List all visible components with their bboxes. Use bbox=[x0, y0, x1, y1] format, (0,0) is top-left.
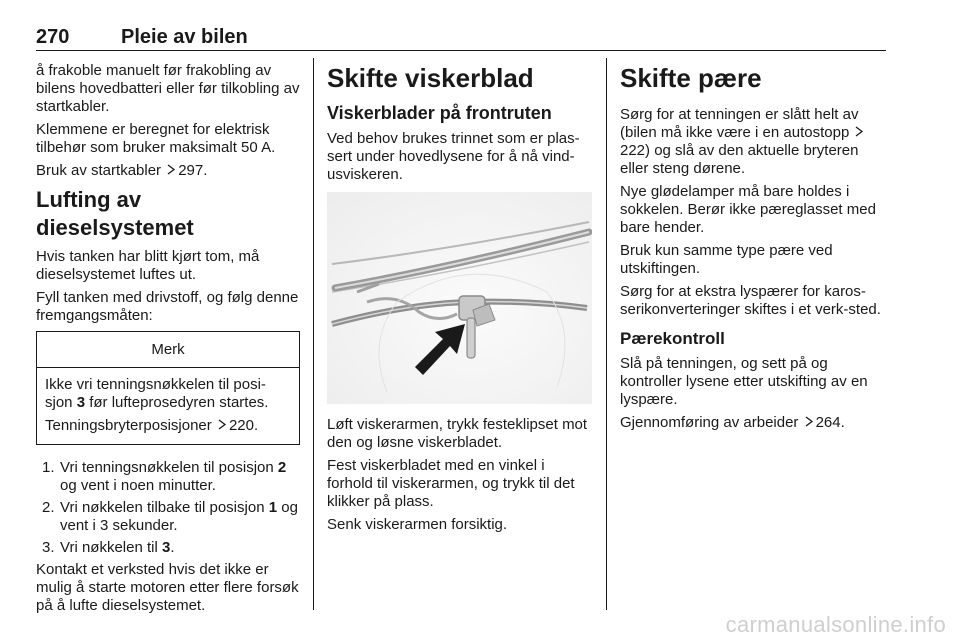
paragraph-text: Sørg for at tenningen er slått helt av (bilen må ikke være i en autostopp bbox=[620, 106, 859, 141]
wiper-blade-illustration bbox=[327, 192, 592, 404]
paragraph: Slå på tenningen, og sett på og kontroller lysene etter utskifting av en lyspære. bbox=[620, 355, 868, 408]
list-item bbox=[36, 459, 300, 495]
step-text: Vri nøkkelen til bbox=[60, 539, 158, 556]
paragraph: Løft viskerarmen, trykk festeklipset mot den og løsne viskerbladet. bbox=[327, 416, 588, 451]
step-text: . bbox=[170, 539, 175, 556]
page-reference-link[interactable]: 220. bbox=[228, 417, 259, 434]
paragraph: Hvis tanken har blitt kjørt tom, må dieselsystemet luftes ut. bbox=[36, 248, 260, 283]
step-number: 2. bbox=[42, 499, 55, 516]
list-item bbox=[36, 499, 300, 535]
paragraph bbox=[620, 106, 886, 178]
step-text: og vent i noen minutter. bbox=[60, 477, 216, 494]
paragraph: Klemmene er beregnet for elektrisk tilbehør som bruker maksimalt 50 A. bbox=[36, 121, 276, 156]
note-box bbox=[36, 331, 300, 445]
sub-heading: Viskerblader på frontruten bbox=[327, 103, 552, 123]
note-body bbox=[37, 368, 299, 444]
column-divider bbox=[313, 58, 314, 610]
page-reference-link[interactable]: 264. bbox=[815, 414, 845, 431]
ignition-position-number: 3 bbox=[76, 394, 86, 411]
note-text-part: Ikke vri tenningsnøkkelen til posi-sjon bbox=[45, 376, 266, 411]
paragraph: Kontakt et verksted hvis det ikke er mulig å starte motoren etter flere forsøk på å lufte dieselsystemet. bbox=[36, 561, 299, 614]
chapter-title: Pleie av bilen bbox=[121, 26, 248, 48]
page-reference-link[interactable]: 222) og slå av den aktuelle bryteren eller steng dørene. bbox=[620, 142, 859, 177]
section-heading: Skifte viskerblad bbox=[327, 63, 534, 93]
column-right bbox=[620, 62, 886, 437]
page-reference-link[interactable]: 297. bbox=[178, 162, 208, 179]
paragraph bbox=[36, 162, 300, 180]
header-rule bbox=[36, 50, 886, 51]
step-bold: 2 bbox=[277, 459, 287, 476]
arrow-ref-icon bbox=[165, 162, 176, 180]
paragraph: å frakoble manuelt før frakobling av bilens hovedbatteri eller før tilkobling av startkabler. bbox=[36, 62, 300, 115]
column-divider bbox=[606, 58, 607, 610]
paragraph: Ved behov brukes trinnet som er plas-sert under hovedlysene for å nå vind-usviskeren. bbox=[327, 130, 580, 183]
procedure-steps bbox=[36, 459, 300, 557]
note-text-part: Tenningsbryterposisjoner bbox=[45, 417, 212, 434]
step-text: og vent i 3 sekunder. bbox=[60, 499, 298, 534]
step-text: Vri nøkkelen tilbake til posisjon bbox=[60, 499, 265, 516]
paragraph: Nye glødelamper må bare holdes i sokkelen. Berør ikke pæreglasset med bare hender. bbox=[620, 183, 876, 236]
step-bold: 3 bbox=[161, 539, 171, 556]
column-middle bbox=[327, 62, 592, 539]
column-left bbox=[36, 62, 300, 620]
page-number: 270 bbox=[36, 26, 70, 48]
arrow-ref-icon bbox=[803, 414, 814, 432]
watermark: carmanualsonline.info bbox=[725, 612, 946, 637]
note-text bbox=[45, 417, 291, 435]
section-heading: Skifte pære bbox=[620, 63, 762, 93]
step-number: 1. bbox=[42, 459, 55, 476]
paragraph-text: Gjennomføring av arbeider bbox=[620, 414, 799, 431]
paragraph: Senk viskerarmen forsiktig. bbox=[327, 516, 508, 533]
page-header bbox=[36, 26, 886, 52]
step-bold: 1 bbox=[268, 499, 278, 516]
note-title: Merk bbox=[37, 332, 299, 368]
step-text: Vri tenningsnøkkelen til posisjon bbox=[60, 459, 274, 476]
paragraph bbox=[620, 414, 886, 432]
arrow-ref-icon bbox=[853, 124, 864, 142]
paragraph: Bruk kun samme type pære ved utskiftingen. bbox=[620, 242, 833, 277]
step-number: 3. bbox=[42, 539, 55, 556]
paragraph-text: Bruk av startkabler bbox=[36, 162, 162, 179]
section-heading: Lufting av dieselsystemet bbox=[36, 187, 194, 240]
sub-heading: Pærekontroll bbox=[620, 329, 725, 348]
note-text bbox=[45, 376, 291, 412]
note-text-part: før lufteprosedyren startes. bbox=[89, 394, 269, 411]
paragraph: Fyll tanken med drivstoff, og følg denne fremgangsmåten: bbox=[36, 289, 299, 324]
arrow-ref-icon bbox=[216, 417, 227, 435]
paragraph: Sørg for at ekstra lyspærer for karos-serikonverteringer skiftes i et verk-sted. bbox=[620, 283, 881, 318]
paragraph: Fest viskerbladet med en vinkel i forhold til viskerarmen, og trykk til det klikker på plass. bbox=[327, 457, 575, 510]
list-item bbox=[36, 539, 300, 557]
